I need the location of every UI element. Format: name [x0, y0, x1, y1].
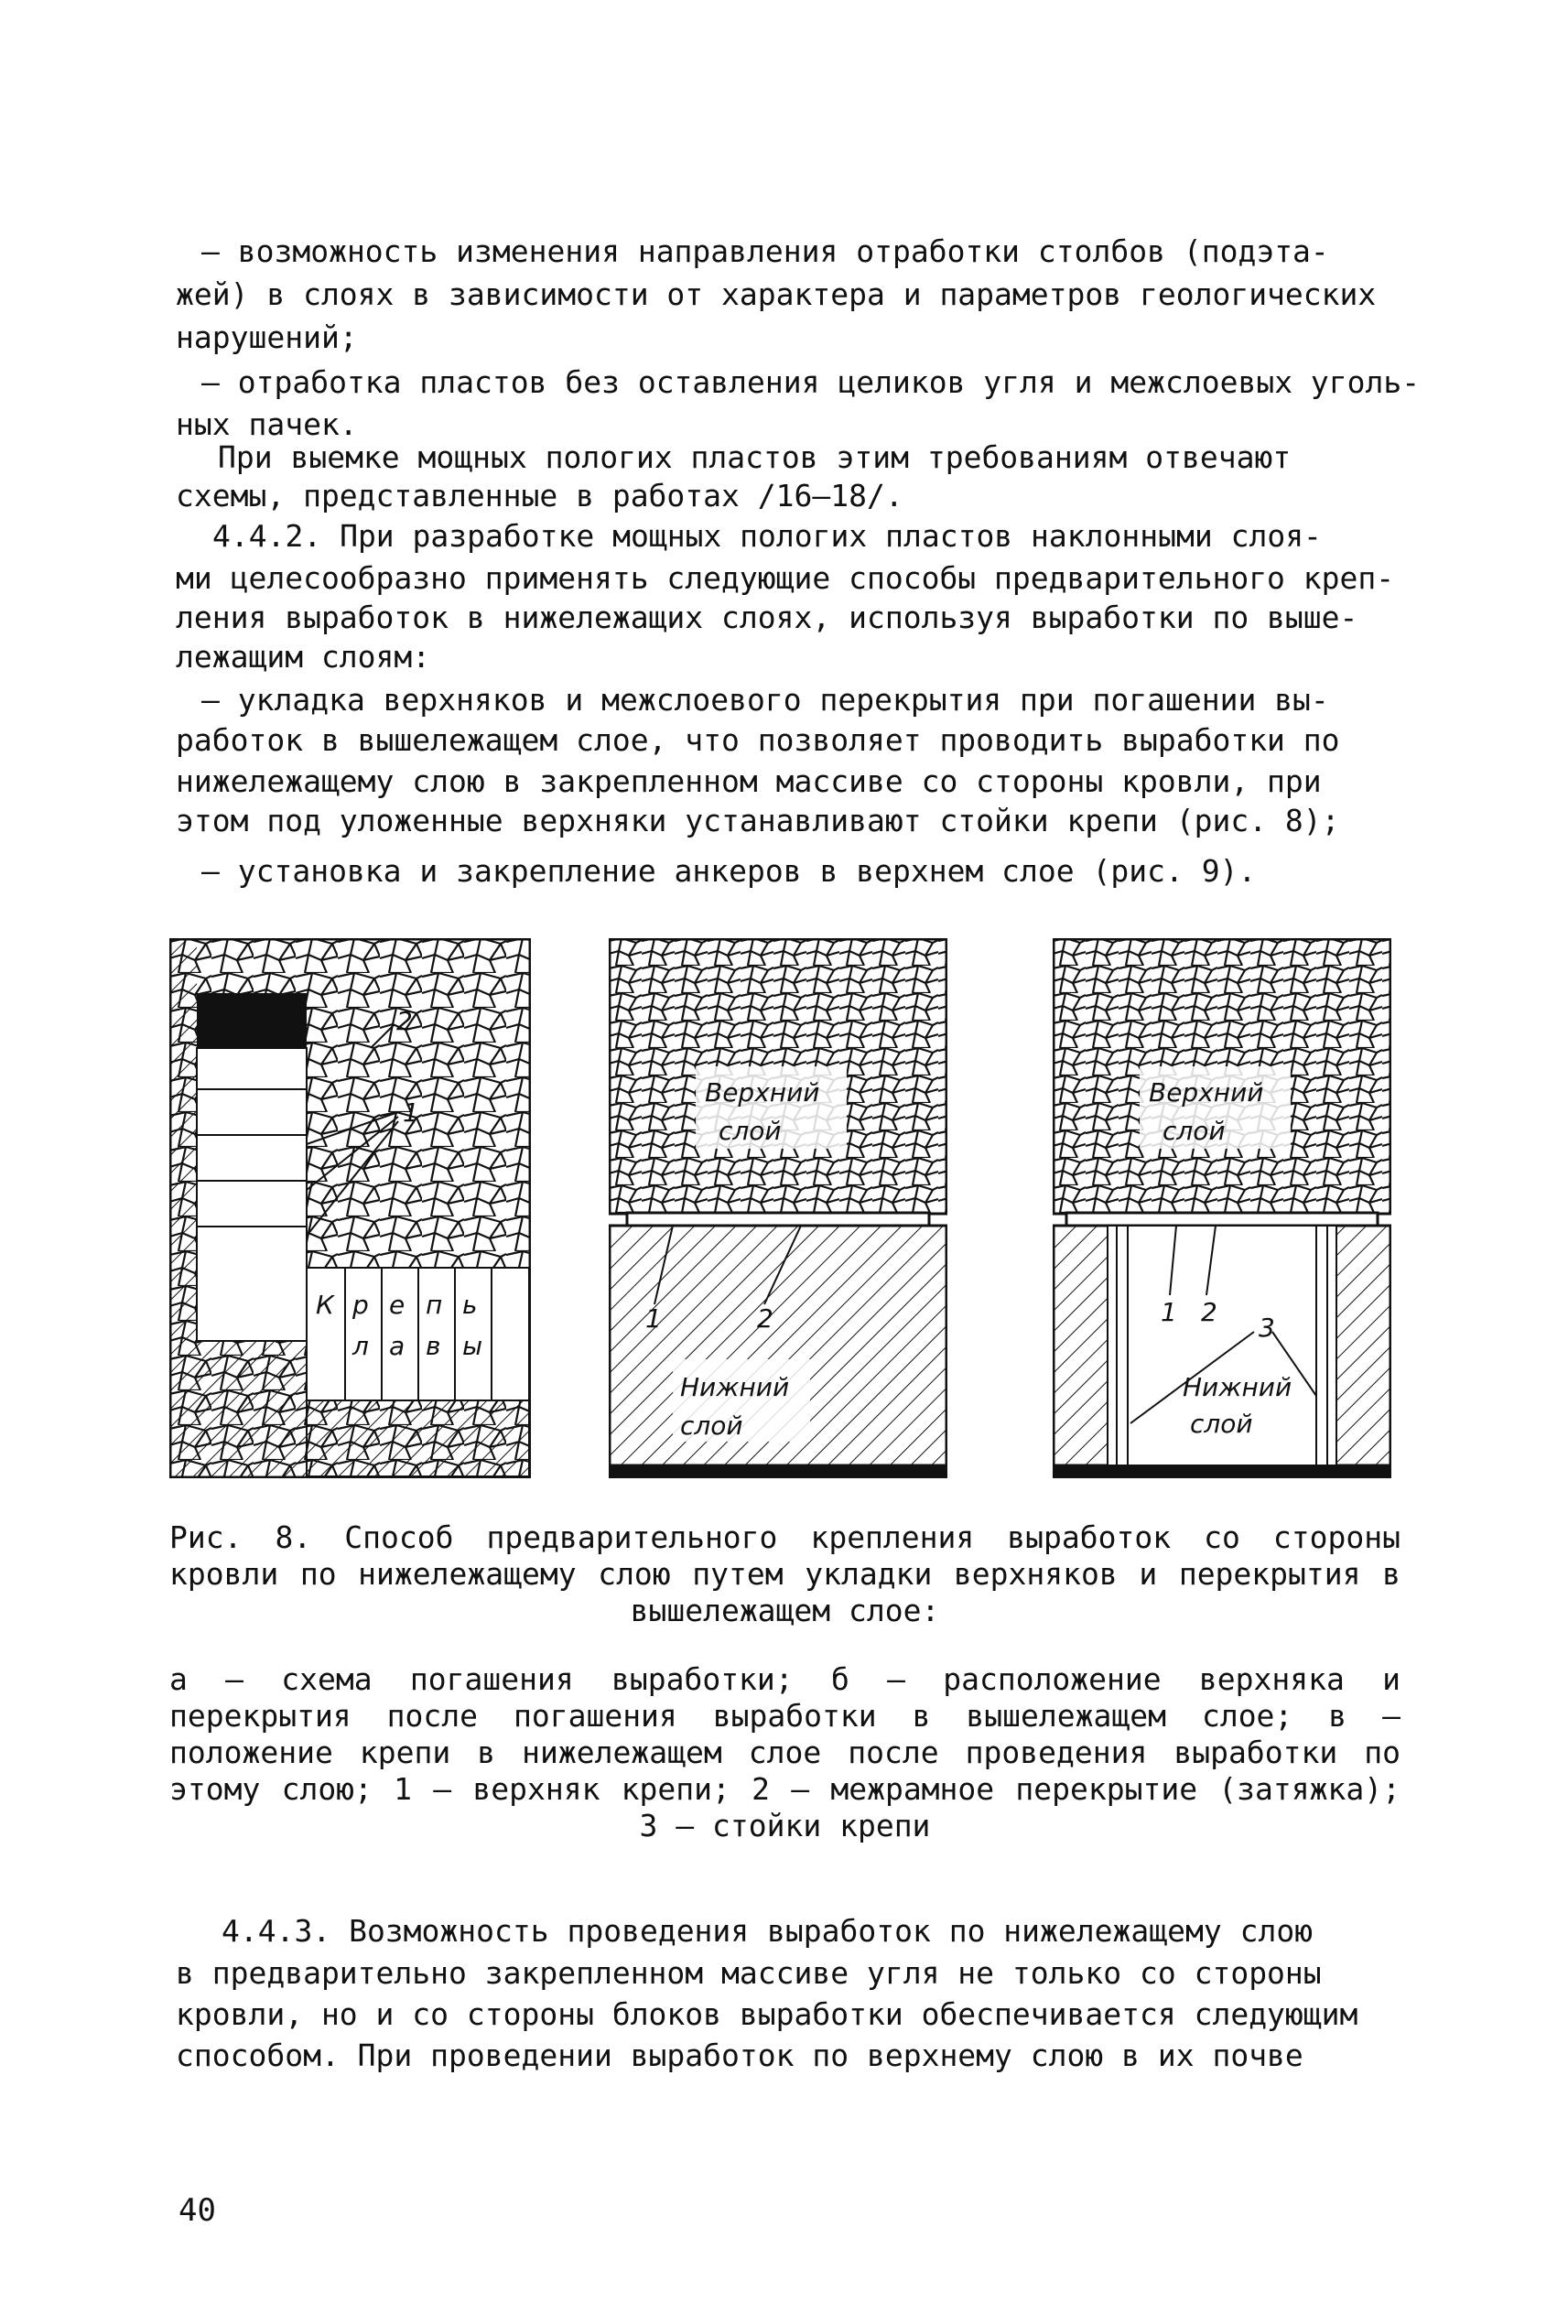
upper-layer-label: Верхний: [1149, 1077, 1264, 1108]
lower-layer-label-2: слой: [680, 1411, 743, 1441]
left-wall-hatch: [171, 940, 197, 1476]
text-line: При выемке мощных пологих пластов этим требованиям отвечают: [218, 439, 1292, 475]
label-2: 2: [396, 1006, 413, 1036]
kreplavy-letter: а: [389, 1331, 406, 1361]
figure-b: [609, 938, 947, 1478]
page-number: 40: [178, 2192, 216, 2229]
kreplavy-letter: е: [389, 1290, 406, 1320]
kreplavy-letter: р: [352, 1290, 369, 1320]
text-line: ления выработок в нижележащих слоях, используя выработки по выше-: [176, 600, 1358, 635]
text-line: – укладка верхняков и межслоевого перекрытия при погашении вы-: [201, 682, 1329, 718]
figure-a: [169, 938, 531, 1478]
text-line: этом под уложенные верхняки устанавливают стойки крепи (рис. 8);: [176, 803, 1340, 838]
black-block: [197, 993, 307, 1048]
floor-band: [1053, 1465, 1391, 1478]
text-line: 4.4.3. Возможность проведения выработок по нижележащему слою: [222, 1913, 1314, 1949]
lower-layer-label-2: слой: [1190, 1409, 1253, 1439]
label-2: 2: [757, 1303, 773, 1334]
text-line: кровли, но и со стороны блоков выработки обеспечивается следующим: [176, 1996, 1358, 2032]
text-line: ми целесообразно применять следующие способы предварительного креп-: [176, 560, 1395, 596]
text-line: нарушений;: [176, 319, 358, 355]
kreplavy-letter: ы: [462, 1331, 483, 1361]
figure-c: [1053, 938, 1391, 1478]
text-line: нижележащему слою в закрепленном массиве со стороны кровли, при: [176, 763, 1322, 799]
kreplavy-letter: в: [426, 1331, 441, 1361]
kreplavy-letter: п: [426, 1290, 443, 1320]
floor-band: [609, 1465, 947, 1478]
text-line: – отработка пластов без оставления целиков угля и межслоевых уголь-: [201, 364, 1421, 400]
upper-layer-label-2: слой: [719, 1116, 782, 1146]
text-line: – возможность изменения направления отработки столбов (подэта-: [201, 233, 1329, 269]
cap-beam: [1066, 1213, 1378, 1226]
prop-right: [1316, 1226, 1327, 1465]
figure-caption-legend: а – схема погашения выработки; б – расположение верхняка и перекрытия после погашения выработки в вышележащем слое; в – положение крепи в нижележащем слое после проведения выработки по этому слою; 1 – верхняк крепи; 2 – межрамное перекрытие (затяжка); 3 – стойки крепи: [169, 1661, 1400, 1843]
figure-caption-title: Рис. 8. Способ предварительного крепления выработок со стороны кровли по нижележащему слою путем укладки верхняков и перекрытия в вышележащем слое:: [169, 1519, 1400, 1628]
kreplavy-letter: К: [316, 1290, 334, 1320]
floor-hatch: [307, 1400, 529, 1476]
lower-layer-label: Нижний: [680, 1372, 790, 1402]
text-line: жей) в слоях в зависимости от характера и параметров геологических: [176, 276, 1377, 312]
label-1: 1: [645, 1303, 662, 1334]
text-line: – установка и закрепление анкеров в верхнем слое (рис. 9).: [201, 853, 1257, 889]
text-line: в предварительно закрепленном массиве угля не только со стороны: [176, 1955, 1322, 1991]
upper-layer-label-2: слой: [1162, 1116, 1226, 1146]
text-line: ных пачек.: [176, 406, 358, 442]
lower-hatch: [197, 1341, 307, 1476]
kreplavy-letter: ь: [462, 1290, 478, 1320]
kreplavy-letter: л: [352, 1331, 369, 1361]
label-2: 2: [1201, 1297, 1217, 1327]
upper-layer-label: Верхний: [705, 1077, 820, 1108]
drift-column: [197, 1048, 307, 1341]
label-1: 1: [403, 1097, 419, 1128]
label-1: 1: [1161, 1297, 1177, 1327]
prop-left: [1117, 1226, 1128, 1465]
text-line: 4.4.2. При разработке мощных пологих пластов наклонными слоя-: [212, 518, 1322, 554]
text-line: работок в вышележащем слое, что позволяет проводить выработки по: [176, 722, 1340, 758]
lower-layer-label: Нижний: [1183, 1372, 1292, 1402]
text-line: лежащим слоям:: [176, 639, 431, 675]
label-3: 3: [1259, 1313, 1275, 1343]
text-line: способом. При проведении выработок по верхнему слою в их почве: [176, 2038, 1303, 2073]
text-line: схемы, представленные в работах /16–18/.: [176, 478, 903, 513]
cap-beam: [627, 1213, 929, 1226]
